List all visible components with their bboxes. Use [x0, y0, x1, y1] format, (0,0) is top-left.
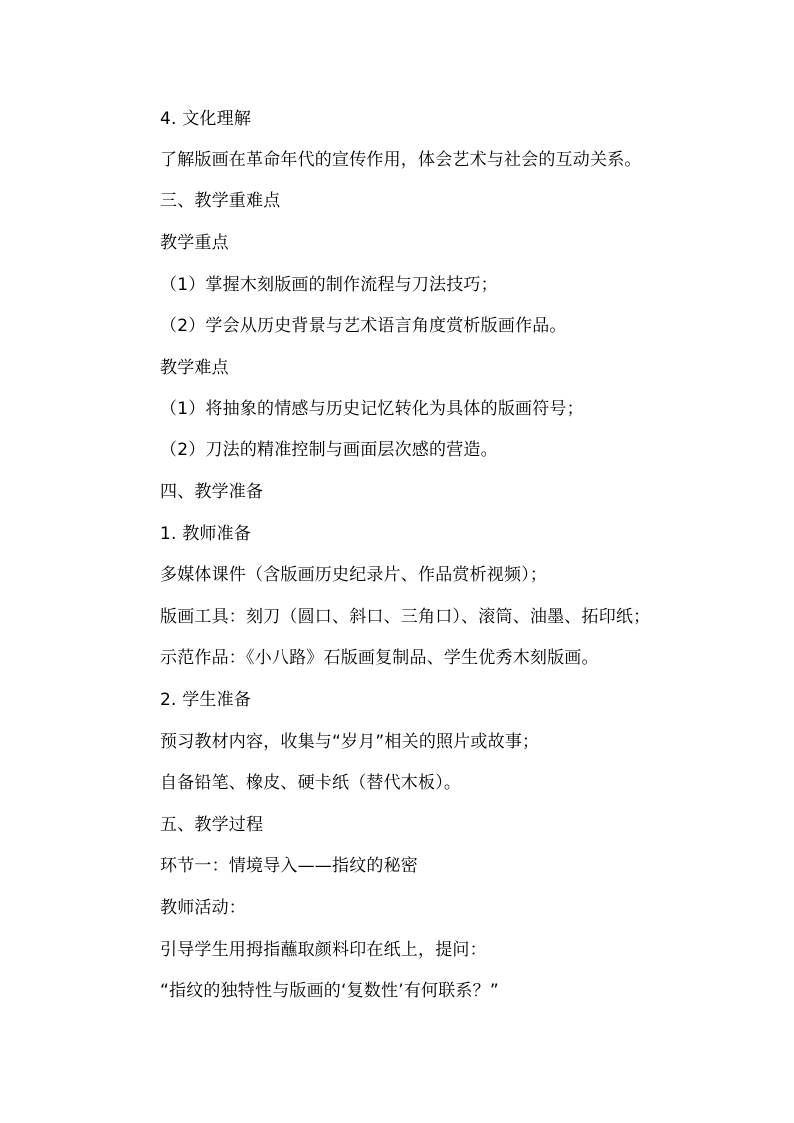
- paragraph-cultural-goal: 了解版画在革命年代的宣传作用，体会艺术与社会的互动关系。: [160, 150, 642, 170]
- list-item: （2）学会从历史背景与艺术语言角度赏析版画作品。: [160, 316, 567, 336]
- heading-teaching-process: 五、教学过程: [160, 815, 264, 835]
- subheading-key-points: 教学重点: [160, 233, 229, 253]
- heading-cultural-understanding: 4. 文化理解: [160, 109, 252, 129]
- list-item: 预习教材内容，收集与“岁月”相关的照片或故事；: [160, 732, 540, 752]
- heading-key-difficult-points: 三、教学重难点: [160, 191, 281, 211]
- list-item: 自备铅笔、橡皮、硬卡纸（替代木板）。: [160, 773, 462, 793]
- paragraph-question: “指纹的独特性与版画的‘复数性’有何联系？”: [160, 981, 499, 1001]
- list-item: （1）掌握木刻版画的制作流程与刀法技巧；: [160, 275, 498, 295]
- subheading-difficult-points: 教学难点: [160, 358, 229, 378]
- subheading-student-preparation: 2. 学生准备: [160, 690, 252, 710]
- subheading-teacher-preparation: 1. 教师准备: [160, 524, 252, 544]
- label-teacher-activity: 教师活动：: [160, 898, 246, 918]
- list-item: 版画工具：刻刀（圆口、斜口、三角口）、滚筒、油墨、拓印纸；: [160, 607, 651, 627]
- paragraph-activity-instruction: 引导学生用拇指蘸取颜料印在纸上，提问：: [160, 940, 487, 960]
- list-item: （2）刀法的精准控制与画面层次感的营造。: [160, 440, 498, 460]
- list-item: （1）将抽象的情感与历史记忆转化为具体的版画符号；: [160, 399, 584, 419]
- list-item: 示范作品：《小八路》石版画复制品、学生优秀木刻版画。: [160, 648, 599, 668]
- subheading-section-one: 环节一：情境导入——指纹的秘密: [160, 856, 418, 876]
- heading-teaching-preparation: 四、教学准备: [160, 482, 264, 502]
- list-item: 多媒体课件（含版画历史纪录片、作品赏析视频）；: [160, 565, 548, 585]
